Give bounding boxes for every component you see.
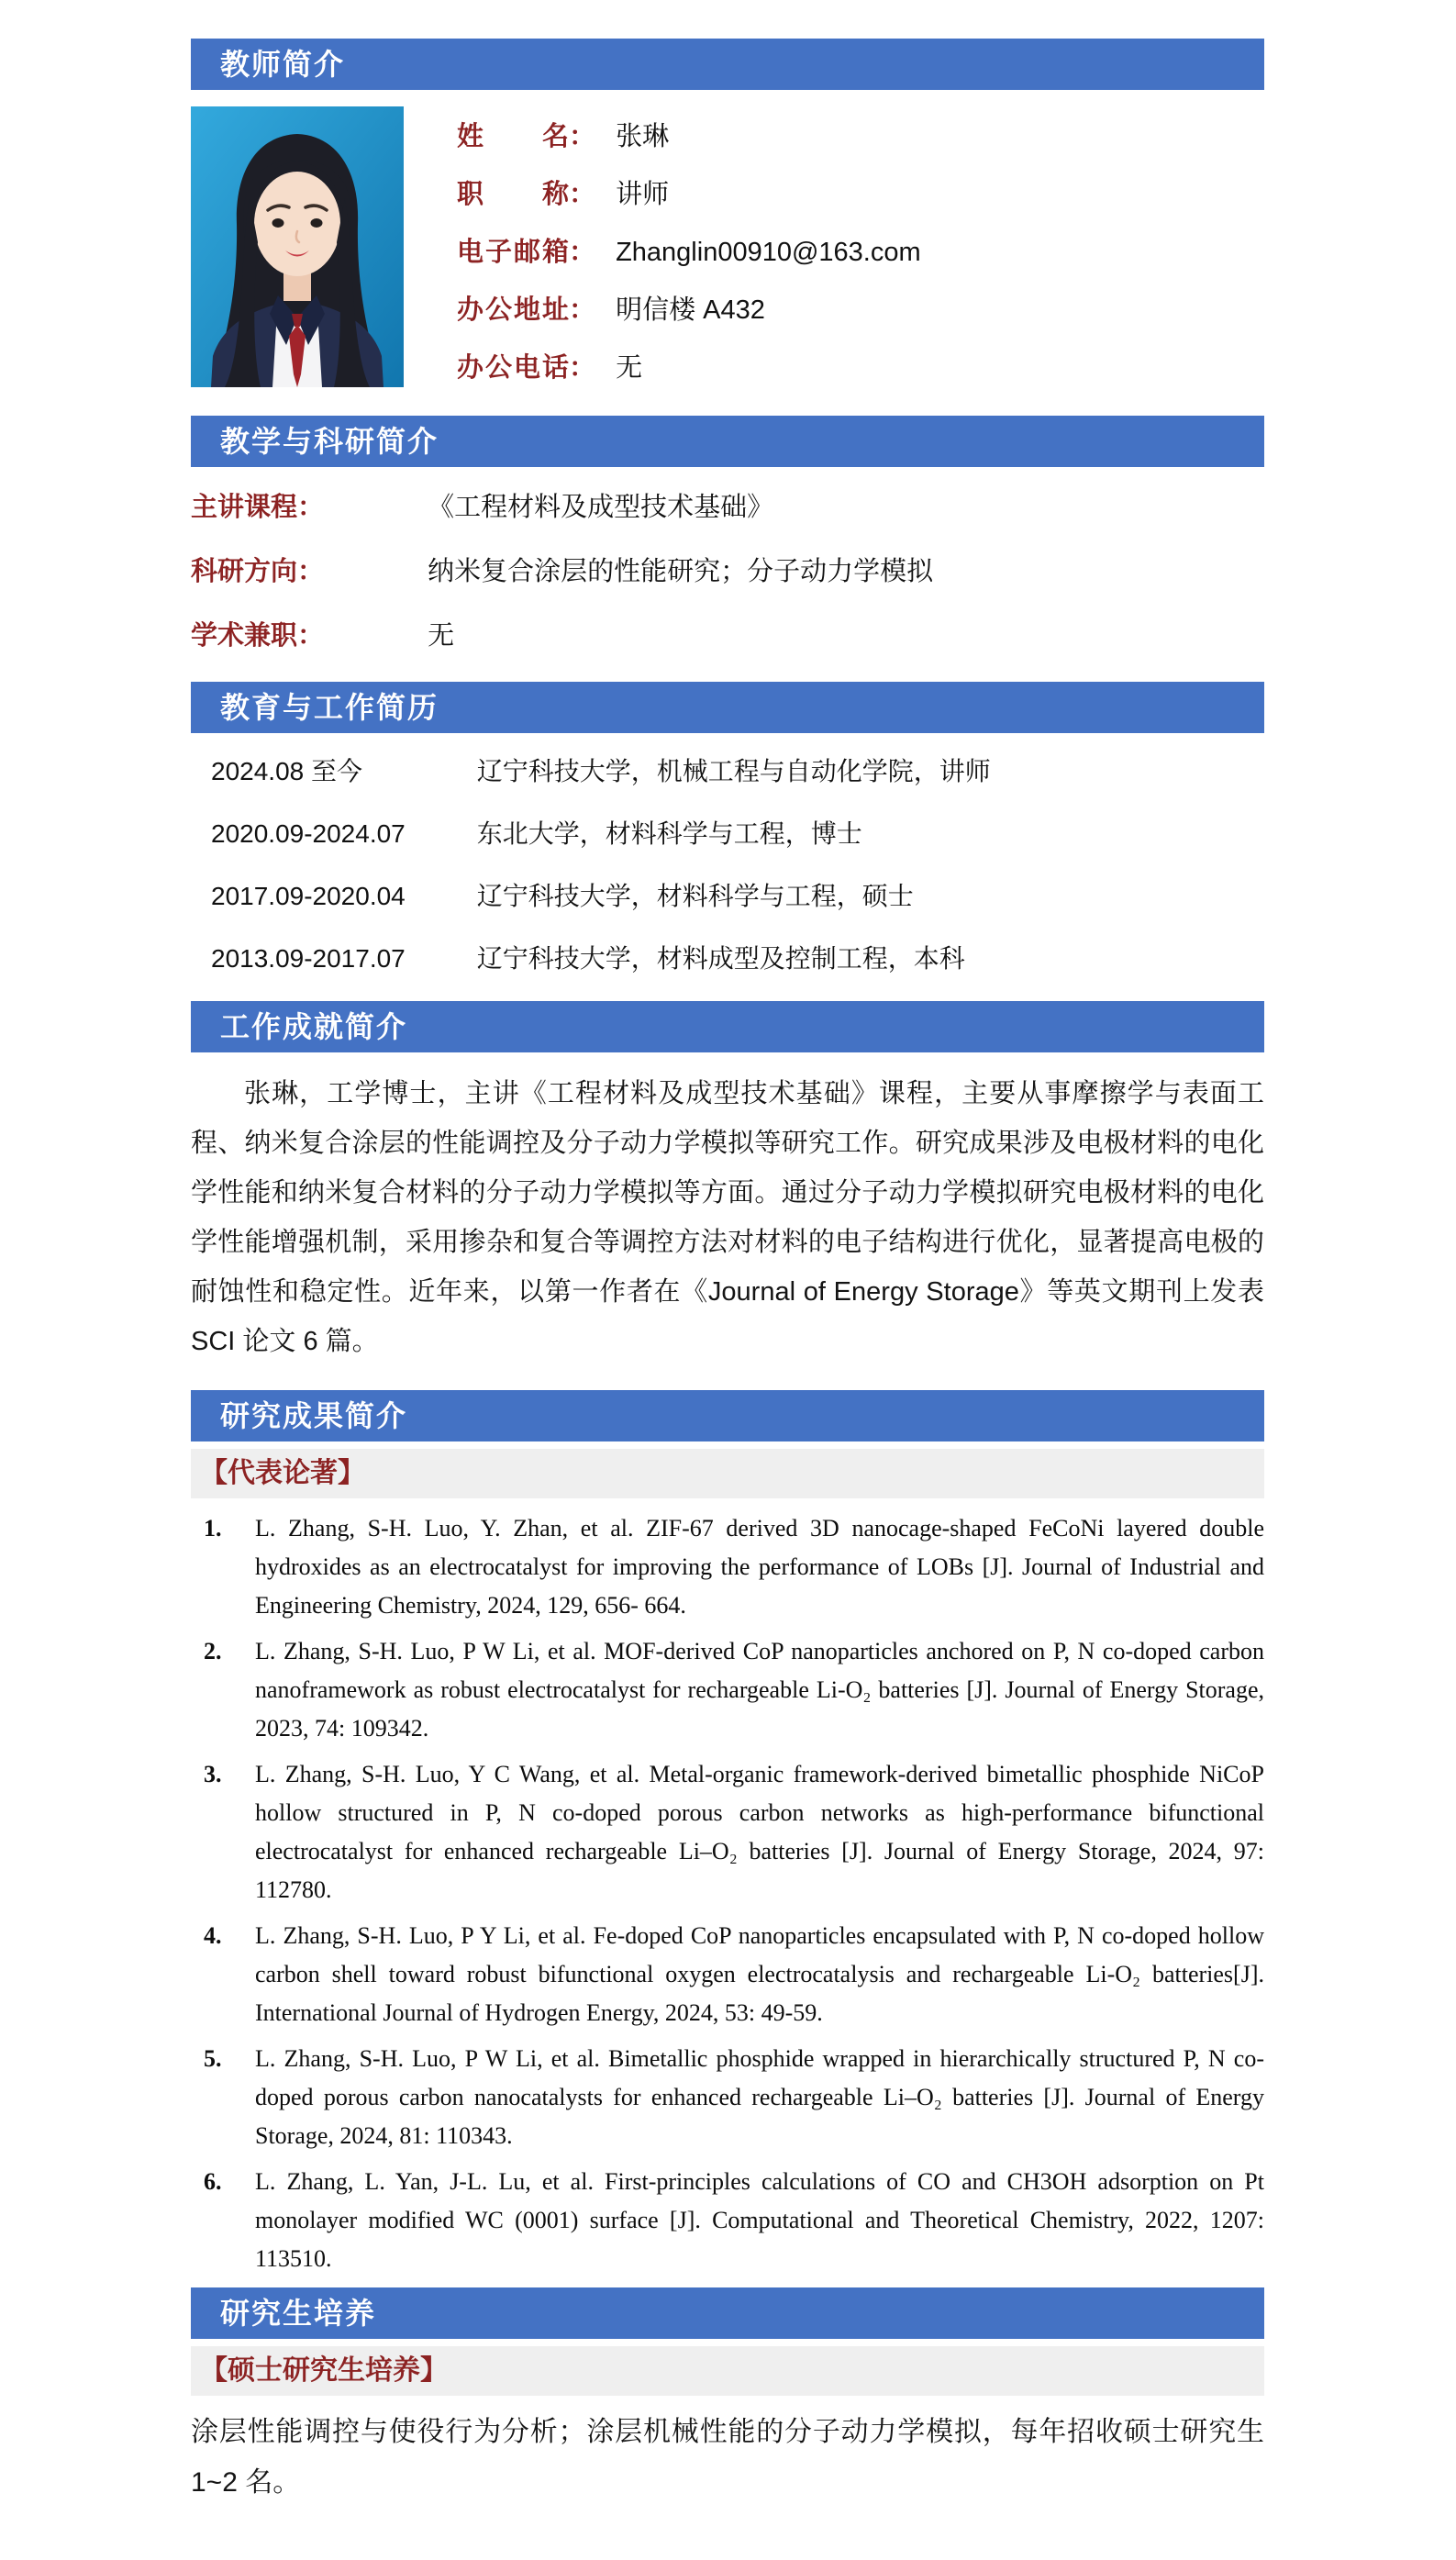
section-header-career: 教育与工作简历 [191, 682, 1264, 733]
field-label: 办公电话 [457, 353, 569, 383]
field-colon: ： [569, 295, 596, 325]
teaching-label: 主讲课程： [191, 493, 325, 522]
teaching-label: 科研方向： [191, 557, 325, 586]
graduate-training-text: 涂层性能调控与使役行为分析；涂层机械性能的分子动力学模拟，每年招收硕士研究生 1~2 名。 [191, 2417, 1264, 2498]
field-label: 姓名 [457, 122, 569, 151]
publication-number: 3. [204, 1761, 222, 1787]
career-period: 2017.09-2020.04 [211, 882, 406, 910]
career-rows [191, 742, 1264, 988]
profile-field-row [457, 224, 1264, 282]
subheader-representative-publications: 【代表论著】 [191, 1449, 1264, 1498]
publication-number: 1. [204, 1515, 222, 1542]
publication-text: L. Zhang, S-H. Luo, P W Li, et al. Bimetallic phosphide wrapped in hierarchically structured P, N co-doped porous carbon nanocatalysts for enhanced rechargeable Li–O₂ batteries [J]. Journal of Energy Storage, 2024, 81: 110343. [255, 2045, 1264, 2149]
teaching-label: 学术兼职： [191, 621, 325, 651]
portrait-photo [191, 106, 404, 387]
teaching-row [191, 478, 1264, 537]
achievements-paragraph: 张琳，工学博士，主讲《工程材料及成型技术基础》课程，主要从事摩擦学与表面工程、纳米复合涂层的性能调控及分子动力学模拟等研究工作。研究成果涉及电极材料的电化学性能和纳米复合材料的分子动力学模拟等方面。通过分子动力学模拟研究电极材料的电化学性能增强机制，采用掺杂和复合等调控方法对材料的电子结构进行优化，显著提高电极的耐蚀性和稳定性。近年来，以第一作者在《Journal of Energy Storage》等英文期刊上发表 SCI 论文 6 篇。 [191, 1079, 1264, 1356]
teaching-row [191, 607, 1264, 665]
field-label: 电子邮箱 [457, 238, 569, 267]
career-period: 2020.09-2024.07 [211, 819, 406, 848]
publications-list [191, 1509, 1264, 2278]
field-label: 职称 [457, 180, 569, 209]
publication-text: L. Zhang, L. Yan, J-L. Lu, et al. First-principles calculations of CO and CH3OH adsorption on Pt monolayer modified WC (0001) surface [J]. Computational and Theoretical Chemistry, 2022, 1207: 113510. [255, 2168, 1264, 2272]
career-row [211, 867, 1264, 926]
career-period: 2024.08 至今 [211, 757, 362, 785]
field-colon: ： [569, 180, 596, 209]
career-period: 2013.09-2017.07 [211, 944, 406, 973]
field-colon: ： [569, 122, 596, 151]
section-header-graduate-training: 研究生培养 [191, 2287, 1264, 2339]
section-header-research-results: 研究成果简介 [191, 1390, 1264, 1441]
teaching-value: 《工程材料及成型技术基础》 [428, 493, 774, 522]
profile-fields [457, 106, 1264, 397]
subheader-master-training: 【硕士研究生培养】 [191, 2346, 1264, 2396]
field-colon: ： [569, 353, 596, 383]
field-value: Zhanglin00910@163.com [616, 238, 921, 267]
teaching-rows [191, 478, 1264, 665]
profile-block [191, 106, 1264, 397]
career-row [211, 929, 1264, 988]
publication-item [191, 1755, 1264, 1909]
publication-number: 2. [204, 1638, 222, 1664]
publication-item [191, 1632, 1264, 1748]
document-page [191, 0, 1264, 2508]
career-detail: 辽宁科技大学，材料成型及控制工程，本科 [476, 944, 965, 973]
profile-field-row [457, 339, 1264, 397]
profile-field-row [457, 166, 1264, 224]
section-header-achievements: 工作成就简介 [191, 1001, 1264, 1052]
publication-number: 6. [204, 2168, 222, 2195]
career-detail: 辽宁科技大学，机械工程与自动化学院，讲师 [476, 757, 991, 785]
publication-item [191, 1917, 1264, 2032]
field-colon: ： [569, 238, 596, 267]
career-detail: 东北大学，材料科学与工程，博士 [476, 819, 862, 848]
publication-text: L. Zhang, S-H. Luo, P W Li, et al. MOF-derived CoP nanoparticles anchored on P, N co-doped carbon nanoframework as robust electrocatalyst for rechargeable Li-O₂ batteries [J]. Journal of Energy Storage, 2023, 74: 109342. [255, 1638, 1264, 1742]
profile-field-row [457, 282, 1264, 339]
publication-item [191, 2163, 1264, 2278]
publication-text: L. Zhang, S-H. Luo, P Y Li, et al. Fe-doped CoP nanoparticles encapsulated with P, N co-doped hollow carbon shell toward robust bifunctional oxygen electrocatalysis and rechargeable Li-O₂ batteries[J]. International Journal of Hydrogen Energy, 2024, 53: 49-59. [255, 1922, 1264, 2026]
field-value: 无 [616, 353, 643, 383]
career-row [211, 805, 1264, 863]
publication-text: L. Zhang, S-H. Luo, Y C Wang, et al. Metal-organic framework-derived bimetallic phosphide NiCoP hollow structured in P, N co-doped porous carbon networks as high-performance bifunctional electrocatalyst for enhanced rechargeable Li–O₂ batteries [J]. Journal of Energy Storage, 2024, 97: 112780. [255, 1761, 1264, 1903]
teaching-value: 无 [428, 621, 455, 651]
field-label: 办公地址 [457, 295, 569, 325]
publication-item [191, 2040, 1264, 2155]
teaching-row [191, 542, 1264, 601]
field-value: 明信楼 A432 [616, 295, 765, 325]
field-value: 讲师 [616, 180, 670, 209]
publication-text: L. Zhang, S-H. Luo, Y. Zhan, et al. ZIF-67 derived 3D nanocage-shaped FeCoNi layered double hydroxides as an electrocatalyst for improving the performance of LOBs [J]. Journal of Industrial and Engineering Chemistry, 2024, 129, 656- 664. [255, 1515, 1264, 1619]
publication-number: 5. [204, 2045, 222, 2072]
career-row [211, 742, 1264, 801]
profile-field-row [457, 108, 1264, 166]
section-header-teaching-research: 教学与科研简介 [191, 416, 1264, 467]
section-header-teacher-intro: 教师简介 [191, 39, 1264, 90]
publication-number: 4. [204, 1922, 222, 1949]
field-value: 张琳 [616, 122, 670, 151]
career-detail: 辽宁科技大学，材料科学与工程，硕士 [476, 882, 914, 910]
publication-item [191, 1509, 1264, 1625]
teaching-value: 纳米复合涂层的性能研究；分子动力学模拟 [428, 557, 934, 586]
